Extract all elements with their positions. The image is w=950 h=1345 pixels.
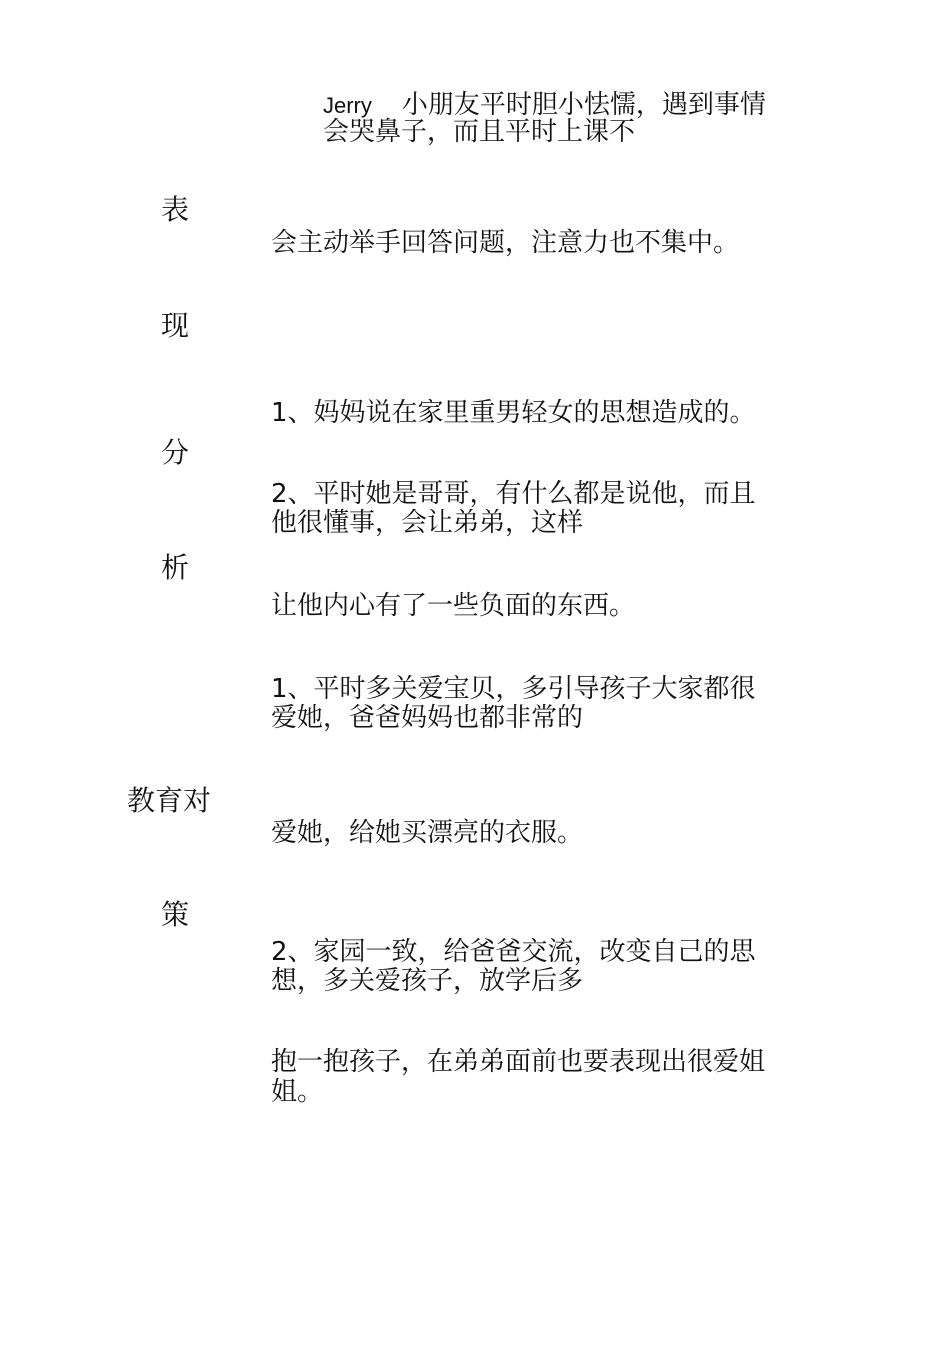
label-fen: 分 [161,436,190,469]
analysis-item-2-line-1: 2、平时她是哥哥，有什么都是说他，而且 [271,479,756,509]
strategy-item-2-line-2: 想，多关爱孩子，放学后多 [271,966,584,996]
strategy-item-2-line-3: 抱一抱孩子，在弟弟面前也要表现出很爱姐 [271,1047,766,1077]
intro-line-1-text: 小朋友平时胆小怯懦，遇到事情 [401,90,766,120]
label-xi: 析 [161,551,190,584]
strategy-item-2-line-4: 姐。 [271,1077,324,1107]
performance-line: 会主动举手回答问题，注意力也不集中。 [271,228,740,258]
label-jiaoyu-dui: 教育对 [127,784,212,817]
analysis-item-1: 1、妈妈说在家里重男轻女的思想造成的。 [271,398,756,428]
strategy-item-2-line-1: 2、家园一致，给爸爸交流，改变自己的思 [271,937,756,967]
analysis-item-2-line-2: 他很懂事，会让弟弟，这样 [271,508,584,538]
label-biao: 表 [161,193,190,226]
strategy-item-1-line-1: 1、平时多关爱宝贝，多引导孩子大家都很 [271,674,756,704]
strategy-item-1-line-2: 爱她，爸爸妈妈也都非常的 [271,703,584,733]
label-xian: 现 [161,309,190,342]
intro-line-2: 会哭鼻子，而且平时上课不 [323,117,636,147]
intro-name: Jerry [323,93,372,118]
strategy-item-1-line-3: 爱她，给她买漂亮的衣服。 [271,818,584,848]
analysis-item-2-line-3: 让他内心有了一些负面的东西。 [271,591,636,621]
label-ce: 策 [161,898,190,931]
